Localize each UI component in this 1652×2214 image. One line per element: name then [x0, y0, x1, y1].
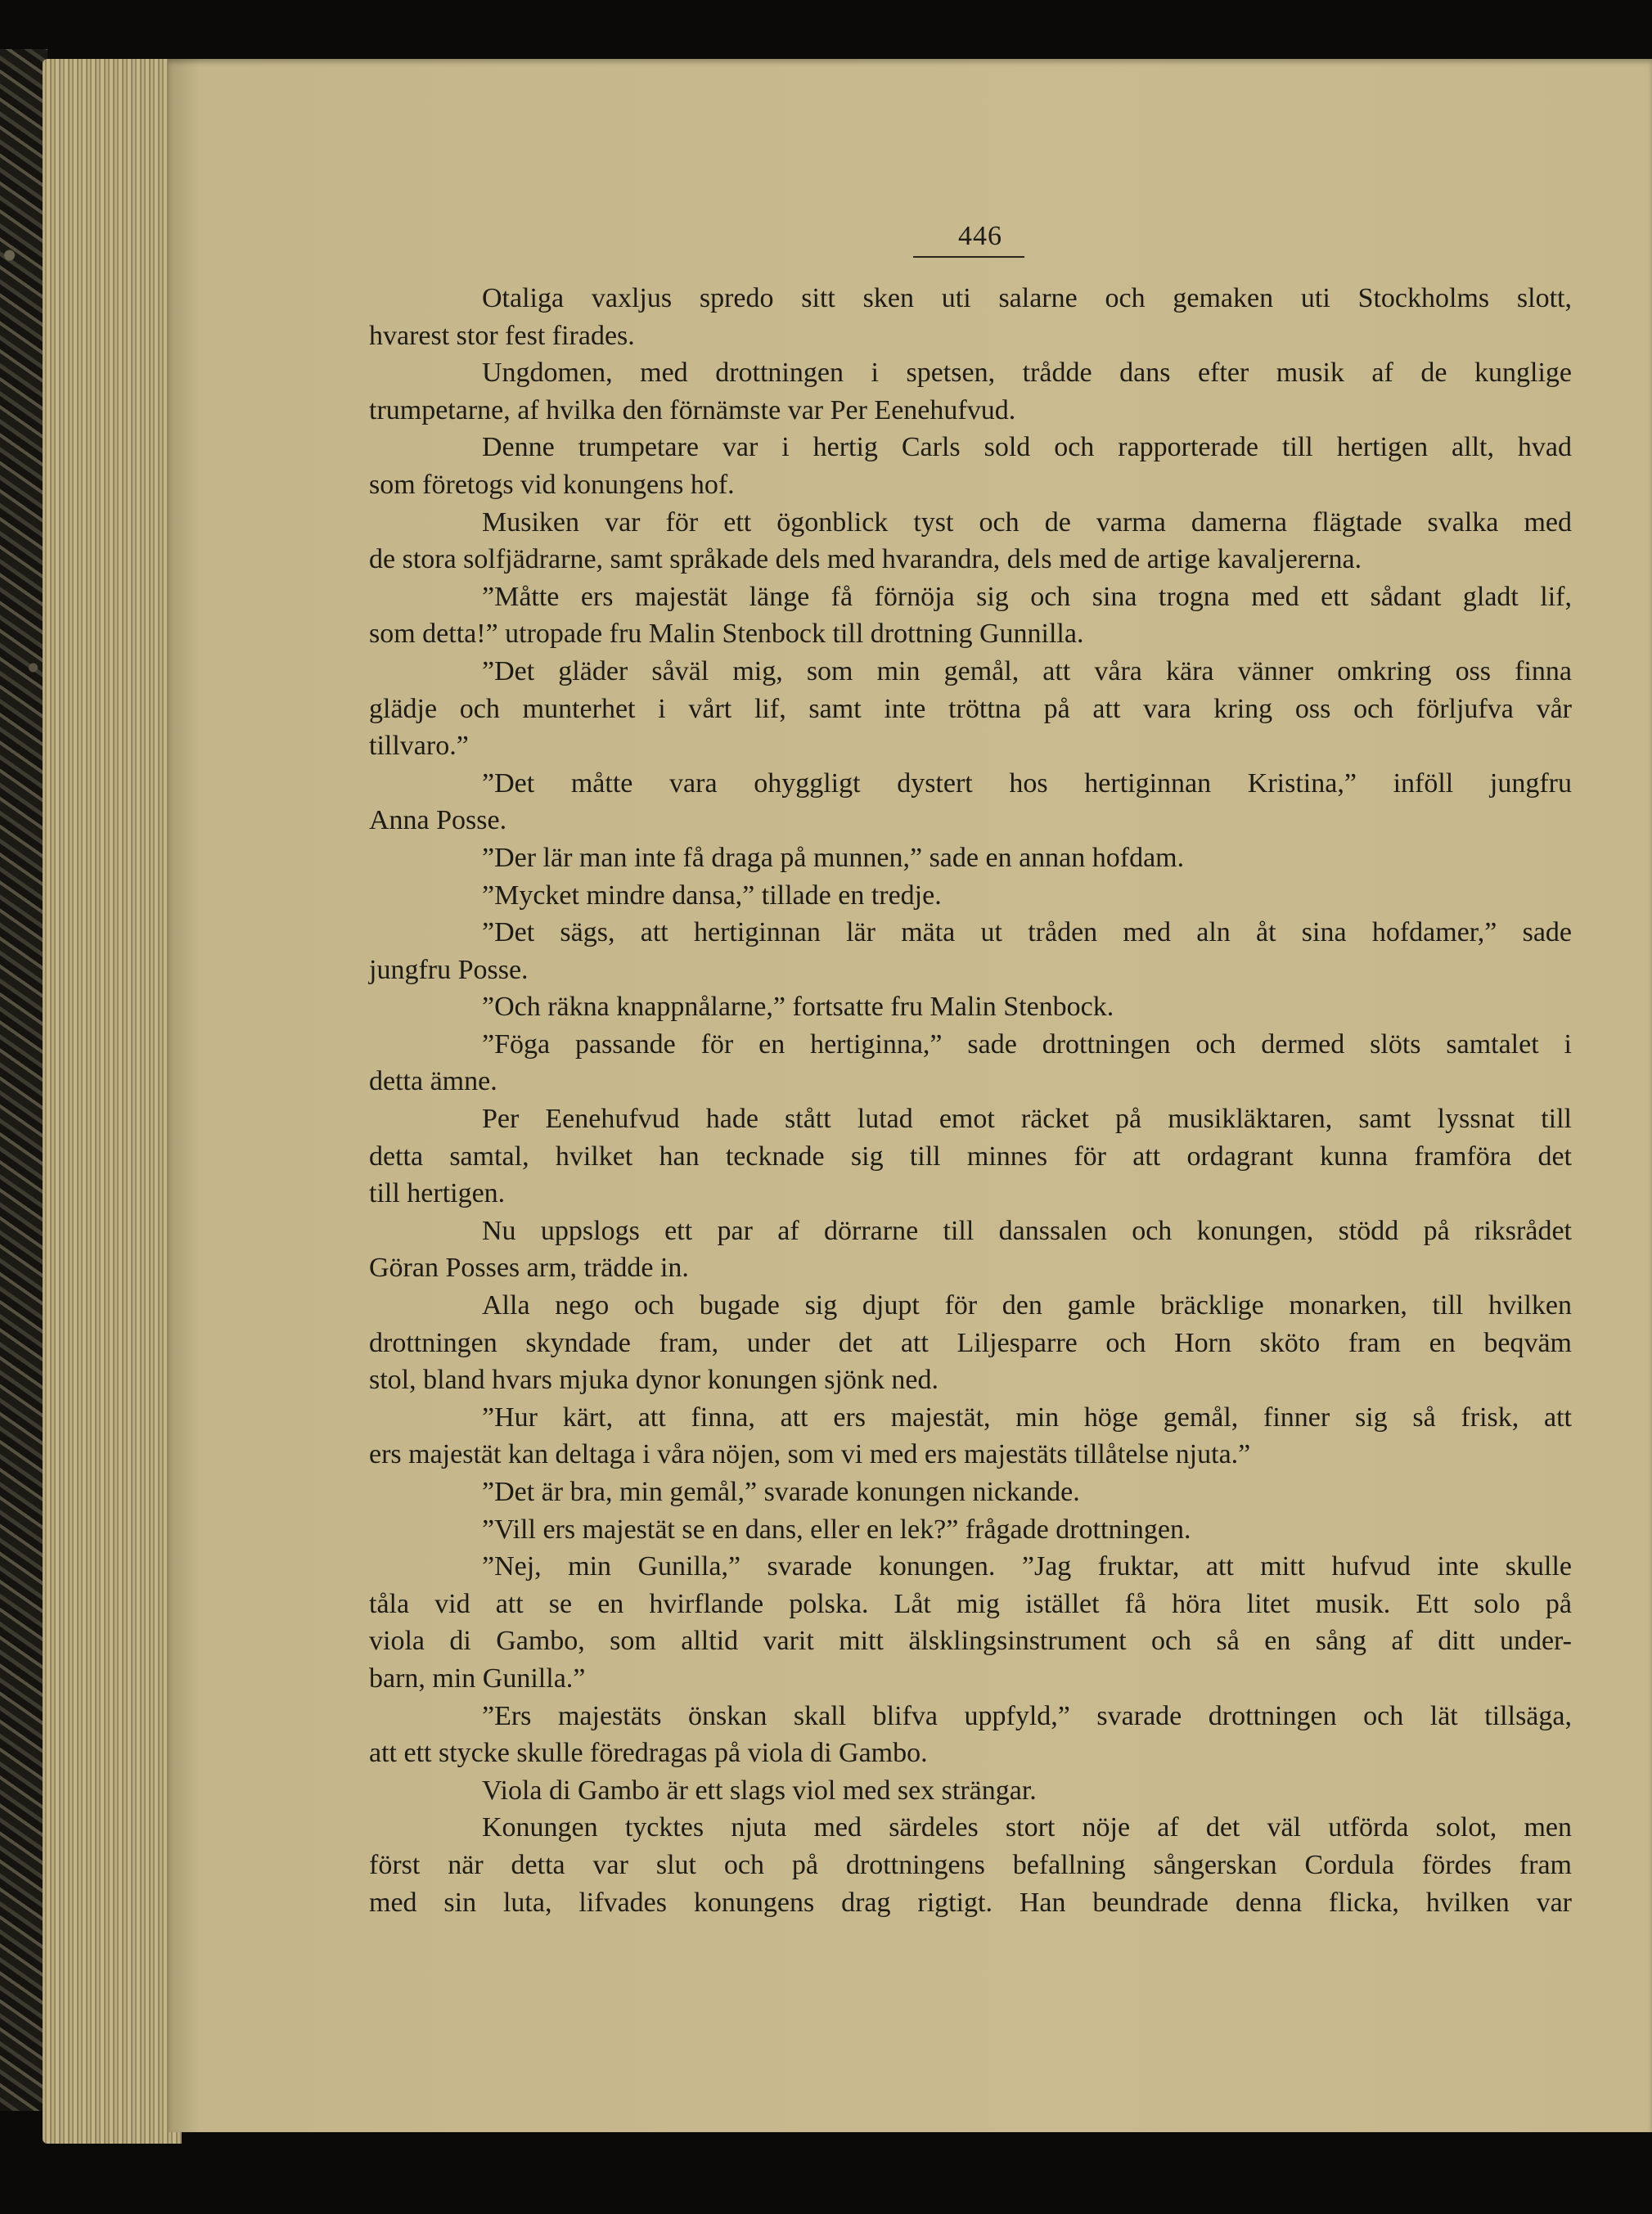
text-line: stol, bland hvars mjuka dynor konungen sjönk ned. [369, 1365, 939, 1396]
text-line: barn, min Gunilla.” [369, 1663, 586, 1694]
text-line: detta ämne. [369, 1066, 497, 1097]
text-line: glädje och munterhet i vårt lif, samt inte tröttna på att vara kring oss och förljufva vår [369, 693, 1572, 724]
text-line: Musiken var för ett ögonblick tyst och de varma damerna flägtade svalka med [482, 506, 1572, 538]
text-line: ”Der lär man inte få draga på munnen,” sade en annan hofdam. [482, 842, 1185, 873]
page-edges [43, 59, 182, 2144]
text-line: Konungen tycktes njuta med särdeles stort nöje af det väl utförda solot, men [482, 1812, 1572, 1843]
text-line: ”Det måtte vara ohyggligt dystert hos hertiginnan Kristina,” inföll jungfru [482, 767, 1572, 799]
text-line: hvarest stor fest firades. [369, 320, 635, 351]
page-number: 446 [958, 221, 1002, 251]
text-line: ers majestät kan deltaga i våra nöjen, som vi med ers majestäts tillåtelse njuta.” [369, 1439, 1251, 1470]
text-line: som företogs vid konungens hof. [369, 469, 735, 500]
text-line: ”Vill ers majestät se en dans, eller en lek?” frågade drottningen. [482, 1514, 1191, 1545]
text-line: Per Eenehufvud hade stått lutad emot räcket på musikläktaren, samt lyssnat till [482, 1104, 1572, 1135]
text-line: ”Föga passande för en hertiginna,” sade drottningen och dermed slöts samtalet i [482, 1028, 1572, 1060]
text-line: Alla nego och bugade sig djupt för den gamle bräcklige monarken, till hvilken [482, 1290, 1572, 1321]
text-line: ”Mycket mindre dansa,” tillade en tredje. [482, 880, 942, 911]
page-number-rule [913, 256, 1024, 258]
text-line: de stora solfjädrarne, samt språkade dels med hvarandra, dels med de artige kavaljererna. [369, 544, 1362, 575]
text-line: Ungdomen, med drottningen i spetsen, trådde dans efter musik af de kunglige [482, 358, 1572, 389]
text-line: tåla vid att se en hvirflande polska. Låt mig istället få höra litet musik. Ett solo på [369, 1588, 1572, 1619]
text-line: Göran Posses arm, trädde in. [369, 1253, 689, 1284]
text-line: trumpetarne, af hvilka den förnämste var Per Eenehufvud. [369, 394, 1016, 425]
text-line: ”Nej, min Gunilla,” svarade konungen. ”Jag fruktar, att mitt hufvud inte skulle [482, 1551, 1572, 1582]
text-line: Otaliga vaxljus spredo sitt sken uti salarne och gemaken uti Stockholms slott, [482, 283, 1572, 313]
text-line: till hertigen. [369, 1178, 506, 1209]
text-line: ”Det sägs, att hertiginnan lär mäta ut tråden med aln åt sina hofdamer,” sade [482, 917, 1572, 948]
text-line: detta samtal, hvilket han tecknade sig till minnes för att ordagrant kunna framföra det [369, 1141, 1572, 1172]
text-line: först när detta var slut och på drottningens befallning sångerskan Cordula fördes fram [369, 1849, 1572, 1880]
text-line: att ett stycke skulle föredragas på viola di Gambo. [369, 1738, 928, 1769]
text-line: ”Hur kärt, att finna, att ers majestät, min höge gemål, finner sig så frisk, att [482, 1402, 1572, 1433]
text-line: viola di Gambo, som alltid varit mitt älsklingsinstrument och så en sång af ditt under- [369, 1626, 1572, 1657]
text-line: tillvaro.” [369, 731, 469, 762]
text-line: ”Ers majestäts önskan skall blifva uppfyld,” svarade drottningen och lät tillsäga, [482, 1700, 1572, 1731]
body-text [369, 280, 1572, 1921]
text-line: som detta!” utropade fru Malin Stenbock till drottning Gunnilla. [369, 619, 1084, 650]
book-cover-edge [0, 49, 47, 2111]
text-line: ”Det gläder såväl mig, som min gemål, att våra kära vänner omkring oss finna [482, 655, 1572, 686]
text-line: ”Det är bra, min gemål,” svarade konungen nickande. [482, 1477, 1080, 1507]
text-line: Anna Posse. [369, 805, 507, 836]
text-line: med sin luta, lifvades konungens drag rigtigt. Han beundrade denna flicka, hvilken var [369, 1887, 1572, 1918]
text-line: ”Måtte ers majestät länge få förnöja sig och sina trogna med ett sådant gladt lif, [482, 581, 1572, 612]
text-line: ”Och räkna knappnålarne,” fortsatte fru Malin Stenbock. [482, 992, 1114, 1023]
text-line: Denne trumpetare var i hertig Carls sold och rapporterade till hertigen allt, hvad [482, 432, 1572, 463]
text-line: drottningen skyndade fram, under det att Liljesparre och Horn sköto fram en beqväm [369, 1327, 1572, 1358]
text-line: Viola di Gambo är ett slags viol med sex strängar. [482, 1775, 1037, 1806]
text-line: Nu uppslogs ett par af dörrarne till danssalen och konungen, stödd på riksrådet [482, 1215, 1572, 1246]
text-line: jungfru Posse. [369, 954, 529, 985]
